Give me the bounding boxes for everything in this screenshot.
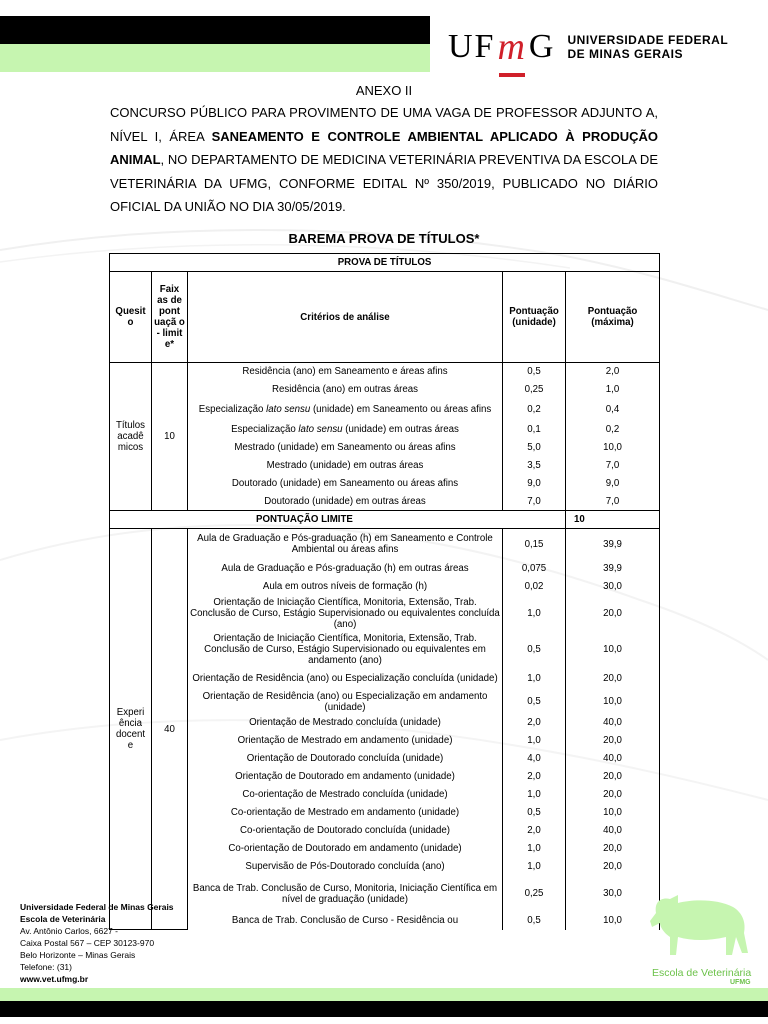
intro-paragraph [110, 101, 658, 219]
footer-address [20, 901, 174, 985]
footer-green-bar [0, 988, 768, 1001]
logo-g: G [528, 28, 556, 65]
score-unit-cell: 0,1 [503, 421, 566, 439]
table-row [110, 876, 660, 912]
score-max-cell: 20,0 [566, 596, 660, 632]
criterion-text: Especialização [198, 404, 267, 415]
criterion-cell [188, 578, 503, 596]
table-title-row [110, 254, 660, 272]
table-row [110, 475, 660, 493]
score-unit-cell: 2,0 [503, 768, 566, 786]
table-row [110, 363, 660, 381]
score-max-cell: 40,0 [566, 714, 660, 732]
score-unit-cell: 1,0 [503, 732, 566, 750]
criterion-cell [188, 381, 503, 399]
table-row [110, 768, 660, 786]
criterion-cell [188, 596, 503, 632]
criterion-cell [188, 840, 503, 858]
footer-black-bar [0, 1001, 768, 1017]
criterion-text: Supervisão de Pós-Doutorado concluída (ano) [245, 861, 445, 872]
criterion-italic: lato sensu [266, 404, 311, 415]
table-row [110, 786, 660, 804]
header-quesito: Quesit o [110, 272, 152, 363]
score-max-cell: 0,2 [566, 421, 660, 439]
criterion-text: Aula de Graduação e Pós-graduação (h) em outras áreas [221, 563, 469, 574]
criterion-text: Orientação de Mestrado concluída (unidade) [249, 717, 441, 728]
criterion-text: Mestrado (unidade) em outras áreas [266, 460, 424, 471]
score-max-cell: 20,0 [566, 732, 660, 750]
table-row [110, 529, 660, 560]
table-row [110, 912, 660, 930]
logo-m: m [497, 26, 527, 68]
score-unit-cell: 3,5 [503, 457, 566, 475]
criterion-text: Orientação de Iniciação Científica, Monitoria, Extensão, Trab. Conclusão de Curso, Estágio Supervisionado ou equivalentes concluída (ano) [190, 597, 500, 630]
table-row [110, 381, 660, 399]
criterion-text: Co-orientação de Doutorado em andamento (unidade) [228, 843, 462, 854]
score-unit-cell: 5,0 [503, 439, 566, 457]
score-unit-cell: 0,25 [503, 876, 566, 912]
footer-address-line2: Caixa Postal 567 – CEP 30123-970 [20, 938, 155, 948]
score-max-cell: 9,0 [566, 475, 660, 493]
score-unit-cell: 0,5 [503, 632, 566, 668]
intro-text-2: , NO DEPARTAMENTO DE MEDICINA VETERINÁRIA PREVENTIVA DA ESCOLA DE VETERINÁRIA DA UFMG, CONFORME EDITAL Nº 350/2019, PUBLICADO NO DIÁRIO OFICIAL DA UNIÃO NO DIA 30/05/2019. [110, 152, 658, 214]
faixa-cell: 10 [152, 363, 188, 511]
score-max-cell: 10,0 [566, 912, 660, 930]
intro-text-1: CONCURSO PÚBLICO PARA PROVIMENTO DE UMA VAGA DE PROFESSOR ADJUNTO A, NÍVEL I, ÁREA [110, 105, 658, 144]
criterion-text: Aula em outros níveis de formação (h) [262, 581, 428, 592]
table-row [110, 668, 660, 690]
footer-address-line3: Belo Horizonte – Minas Gerais [20, 950, 136, 960]
criterion-text: Residência (ano) em outras áreas [272, 384, 418, 395]
criterion-text: Residência (ano) em Saneamento e áreas afins [242, 366, 448, 378]
criterion-cell [188, 363, 503, 381]
table-row [110, 804, 660, 822]
criterion-text: Orientação de Iniciação Científica, Monitoria, Extensão, Trab. Conclusão de Curso, Estágio Supervisionado ou equivalentes em andamento (ano) [204, 633, 486, 666]
limit-row [110, 511, 660, 529]
table-header-row [110, 272, 660, 363]
score-max-cell: 20,0 [566, 858, 660, 876]
table-row [110, 560, 660, 578]
logo-uf: UF [448, 28, 496, 65]
criterion-text: Orientação de Doutorado em andamento (unidade) [235, 771, 455, 782]
table-title: PROVA DE TÍTULOS [110, 254, 660, 272]
score-unit-cell: 0,5 [503, 690, 566, 714]
header-green-bar [0, 44, 430, 72]
score-unit-cell: 0,02 [503, 578, 566, 596]
score-max-cell: 7,0 [566, 493, 660, 511]
criterion-cell [188, 399, 503, 421]
criterion-cell [188, 786, 503, 804]
criterion-text-post: (unidade) em Saneamento ou áreas afins [310, 404, 492, 415]
criterion-cell [188, 690, 503, 714]
score-max-cell: 0,4 [566, 399, 660, 421]
criterion-text: Co-orientação de Mestrado em andamento (unidade) [230, 807, 460, 818]
score-max-cell: 39,9 [566, 529, 660, 560]
criterion-cell [188, 876, 503, 912]
score-unit-cell: 0,25 [503, 381, 566, 399]
criterion-text: Co-orientação de Mestrado concluída (unidade) [242, 789, 448, 800]
score-unit-cell: 1,0 [503, 668, 566, 690]
criterion-cell [188, 714, 503, 732]
criterion-cell [188, 475, 503, 493]
limit-value: 10 [566, 511, 660, 529]
footer-university: Universidade Federal de Minas Gerais [20, 902, 174, 912]
score-max-cell: 7,0 [566, 457, 660, 475]
score-max-cell: 10,0 [566, 632, 660, 668]
criterion-cell [188, 439, 503, 457]
intro-bold-area: SANEAMENTO E CONTROLE AMBIENTAL APLICADO À PRODUÇÃO ANIMAL [110, 128, 658, 167]
criterion-cell [188, 858, 503, 876]
limit-label: PONTUAÇÃO LIMITE [110, 511, 566, 529]
score-max-cell: 20,0 [566, 668, 660, 690]
score-unit-cell: 1,0 [503, 596, 566, 632]
criterion-text-post: (unidade) em outras áreas [342, 424, 459, 435]
score-unit-cell: 7,0 [503, 493, 566, 511]
criterion-cell [188, 912, 503, 930]
score-max-cell: 10,0 [566, 439, 660, 457]
score-unit-cell: 4,0 [503, 750, 566, 768]
score-max-cell: 39,9 [566, 560, 660, 578]
score-unit-cell: 1,0 [503, 786, 566, 804]
score-max-cell: 40,0 [566, 822, 660, 840]
school-logo-text: Escola de Veterinária [652, 967, 752, 979]
criterion-text: Banca de Trab. Conclusão de Curso, Monitoria, Iniciação Científica em nível de graduação (unidade) [192, 882, 498, 905]
criterion-text: Orientação de Residência (ano) ou Especialização em andamento (unidade) [202, 690, 488, 713]
header-pontuacao-maxima: Pontuação (máxima) [566, 272, 660, 363]
titles-table [109, 253, 660, 930]
criterion-text: Aula de Graduação e Pós-graduação (h) em Saneamento e Controle Ambiental ou áreas afins [197, 533, 493, 556]
criterion-text: Especialização [231, 424, 299, 435]
faixa-cell: 40 [152, 529, 188, 930]
criterion-text: Doutorado (unidade) em Saneamento ou áreas afins [231, 478, 459, 489]
ufmg-logo [448, 22, 728, 72]
footer-website-link[interactable]: www.vet.ufmg.br [20, 974, 89, 984]
score-max-cell: 40,0 [566, 750, 660, 768]
score-unit-cell: 0,15 [503, 529, 566, 560]
criterion-cell [188, 560, 503, 578]
criterion-text: Co-orientação de Doutorado concluída (unidade) [239, 825, 451, 836]
criterion-text: Orientação de Doutorado concluída (unidade) [246, 753, 444, 764]
score-max-cell: 10,0 [566, 690, 660, 714]
criterion-text: Banca de Trab. Conclusão de Curso - Residência ou [231, 915, 459, 926]
score-unit-cell: 0,5 [503, 912, 566, 930]
table-row [110, 714, 660, 732]
score-max-cell: 1,0 [566, 381, 660, 399]
criterion-cell [188, 822, 503, 840]
table-row [110, 421, 660, 439]
logo-line2: DE MINAS GERAIS [567, 47, 683, 61]
criterion-cell [188, 493, 503, 511]
barema-title: BAREMA PROVA DE TÍTULOS* [288, 231, 480, 246]
header-faixas: Faix as de pont uaçã o - limit e* [152, 272, 188, 363]
score-unit-cell: 0,5 [503, 363, 566, 381]
footer-phone: Telefone: (31) [20, 962, 72, 972]
score-max-cell: 30,0 [566, 876, 660, 912]
school-logo-subtext: UFMG [730, 979, 751, 986]
score-unit-cell: 2,0 [503, 822, 566, 840]
score-unit-cell: 1,0 [503, 840, 566, 858]
score-max-cell: 20,0 [566, 768, 660, 786]
criterion-italic: lato sensu [298, 424, 343, 435]
footer-school: Escola de Veterinária [20, 914, 106, 924]
criterion-cell [188, 732, 503, 750]
table-row [110, 690, 660, 714]
footer-address-line1: Av. Antônio Carlos, 6627 - [20, 926, 118, 936]
criterion-text: Orientação de Residência (ano) ou Especialização concluída (unidade) [192, 673, 498, 684]
criterion-cell [188, 750, 503, 768]
header-criterios: Critérios de análise [188, 272, 503, 363]
bull-logo-icon [648, 893, 753, 965]
criterion-cell [188, 421, 503, 439]
score-unit-cell: 2,0 [503, 714, 566, 732]
score-max-cell: 20,0 [566, 840, 660, 858]
logo-university-name [567, 33, 728, 61]
table-row [110, 732, 660, 750]
quesito-cell: Títulos acadê micos [110, 363, 152, 511]
table-row [110, 493, 660, 511]
table-row [110, 596, 660, 632]
score-unit-cell: 1,0 [503, 858, 566, 876]
score-unit-cell: 0,075 [503, 560, 566, 578]
score-unit-cell: 9,0 [503, 475, 566, 493]
score-max-cell: 2,0 [566, 363, 660, 381]
table-row [110, 439, 660, 457]
table-row [110, 750, 660, 768]
score-unit-cell: 0,2 [503, 399, 566, 421]
criterion-text: Orientação de Mestrado em andamento (unidade) [237, 735, 453, 746]
criterion-text: Mestrado (unidade) em Saneamento ou áreas afins [234, 442, 456, 453]
table-row [110, 858, 660, 876]
table-row [110, 822, 660, 840]
criterion-cell [188, 804, 503, 822]
criterion-cell [188, 529, 503, 560]
criterion-text: Doutorado (unidade) em outras áreas [264, 495, 426, 507]
table-row [110, 840, 660, 858]
criterion-cell [188, 457, 503, 475]
ufmg-logotype [448, 25, 555, 69]
table-row [110, 399, 660, 421]
quesito-cell: Experi ência docent e [110, 529, 152, 930]
table-row [110, 578, 660, 596]
logo-line1: UNIVERSIDADE FEDERAL [567, 33, 729, 47]
score-max-cell: 10,0 [566, 804, 660, 822]
table-row [110, 457, 660, 475]
criterion-cell [188, 632, 503, 668]
score-unit-cell: 0,5 [503, 804, 566, 822]
criterion-cell [188, 768, 503, 786]
score-max-cell: 20,0 [566, 786, 660, 804]
header-pontuacao-unidade: Pontuação (unidade) [503, 272, 566, 363]
score-max-cell: 30,0 [566, 578, 660, 596]
criterion-cell [188, 668, 503, 690]
annex-title: ANEXO II [355, 83, 413, 98]
table-row [110, 632, 660, 668]
header-black-bar [0, 16, 430, 44]
